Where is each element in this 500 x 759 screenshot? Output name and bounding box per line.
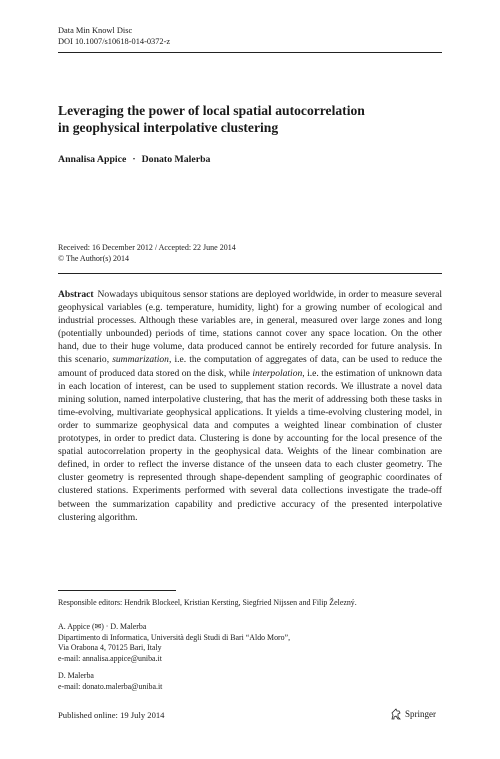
header-rule: [58, 52, 442, 53]
author-list: [58, 154, 210, 165]
affiliation-department: Dipartimento di Informatica, Università degli Studi di Bari “Aldo Moro”,: [58, 632, 291, 642]
journal-header: [58, 26, 170, 47]
abstract-term-summarization: summarization: [112, 354, 169, 366]
affiliation-author: D. Malerba: [58, 671, 94, 680]
article-title: [58, 102, 448, 136]
publisher-name: Springer: [405, 709, 436, 719]
journal-name: Data Min Knowl Disc: [58, 26, 133, 35]
publisher-logo: [390, 708, 436, 720]
abstract-text: , i.e. the estimation of unknown data in each location of interest, can be used to supplement station records. We illustrate a novel data mining solution, named interpolative clustering, that has the merit of addressing both these tasks in time-evolving, multivariate geophysical applications. It yields a time-evolving clustering model, in order to summarize geophysical data and computes a weighted linear combination of cluster prototypes, in order to predict data. Clustering is done by accounting for the local presence of the spatial autocorrelation property in the geophysical data. Weights of the linear combination are defined, in order to reflect the inverse distance of the unseen data to each cluster geometry. The cluster geometry is represented through shape-dependent sampling of geographic coordinates of clustered stations. Experiments performed with several data collections investigate the trade-off between the summarization capability and predictive accuracy of the presented interpolative clustering algorithm.: [58, 367, 443, 523]
received-accepted-dates: Received: 16 December 2012 / Accepted: 22 June 2014: [58, 243, 236, 252]
affiliation-email: e-mail: donato.malerba@uniba.it: [58, 681, 163, 691]
footnote-rule: [58, 590, 176, 591]
author-name: Annalisa Appice: [58, 154, 127, 165]
copyright-notice: © The Author(s) 2014: [58, 253, 130, 263]
abstract-rule: [58, 273, 442, 274]
abstract: [58, 288, 442, 524]
title-line-1: Leveraging the power of local spatial autocorrelation: [58, 103, 365, 118]
affiliation-authors: A. Appice (✉) · D. Malerba: [58, 622, 147, 631]
affiliation-block-2: [58, 671, 162, 692]
abstract-term-interpolation: interpolation: [252, 367, 303, 379]
affiliation-address: Via Orabona 4, 70125 Bari, Italy: [58, 643, 162, 653]
responsible-editors: Responsible editors: Hendrik Blockeel, Kristian Kersting, Siegfried Nijssen and Filip Železný.: [58, 598, 357, 607]
title-line-2: in geophysical interpolative clustering: [58, 120, 279, 135]
abstract-label: Abstract: [58, 289, 94, 300]
author-name: Donato Malerba: [141, 154, 211, 165]
published-online-date: Published online: 19 July 2014: [58, 710, 165, 720]
author-separator: ·: [132, 154, 136, 165]
abstract-text: Nowadays ubiquitous sensor stations are deployed worldwide, in order to measure several geophysical variables (e.g. temperature, humidity, light) for a growing number of ecological and industrial processes. Although these variables are, in general, measured over large zones and long (potentially unbounded) periods of time, stations cannot cover any space location. On the other hand, due to their huge volume, data produced cannot be entirely recorded for future analysis. In this scenario,: [58, 289, 442, 366]
springer-horse-icon: [390, 708, 402, 720]
affiliation-email: e-mail: annalisa.appice@uniba.it: [58, 654, 162, 664]
affiliation-block-1: [58, 622, 290, 665]
journal-doi: DOI 10.1007/s10618-014-0372-z: [58, 36, 171, 46]
article-dates: [58, 243, 236, 265]
abstract-text: , i.e. the computation of aggregates of data, can be used to reduce the amount of produced data stored on the disk, while: [58, 354, 442, 379]
